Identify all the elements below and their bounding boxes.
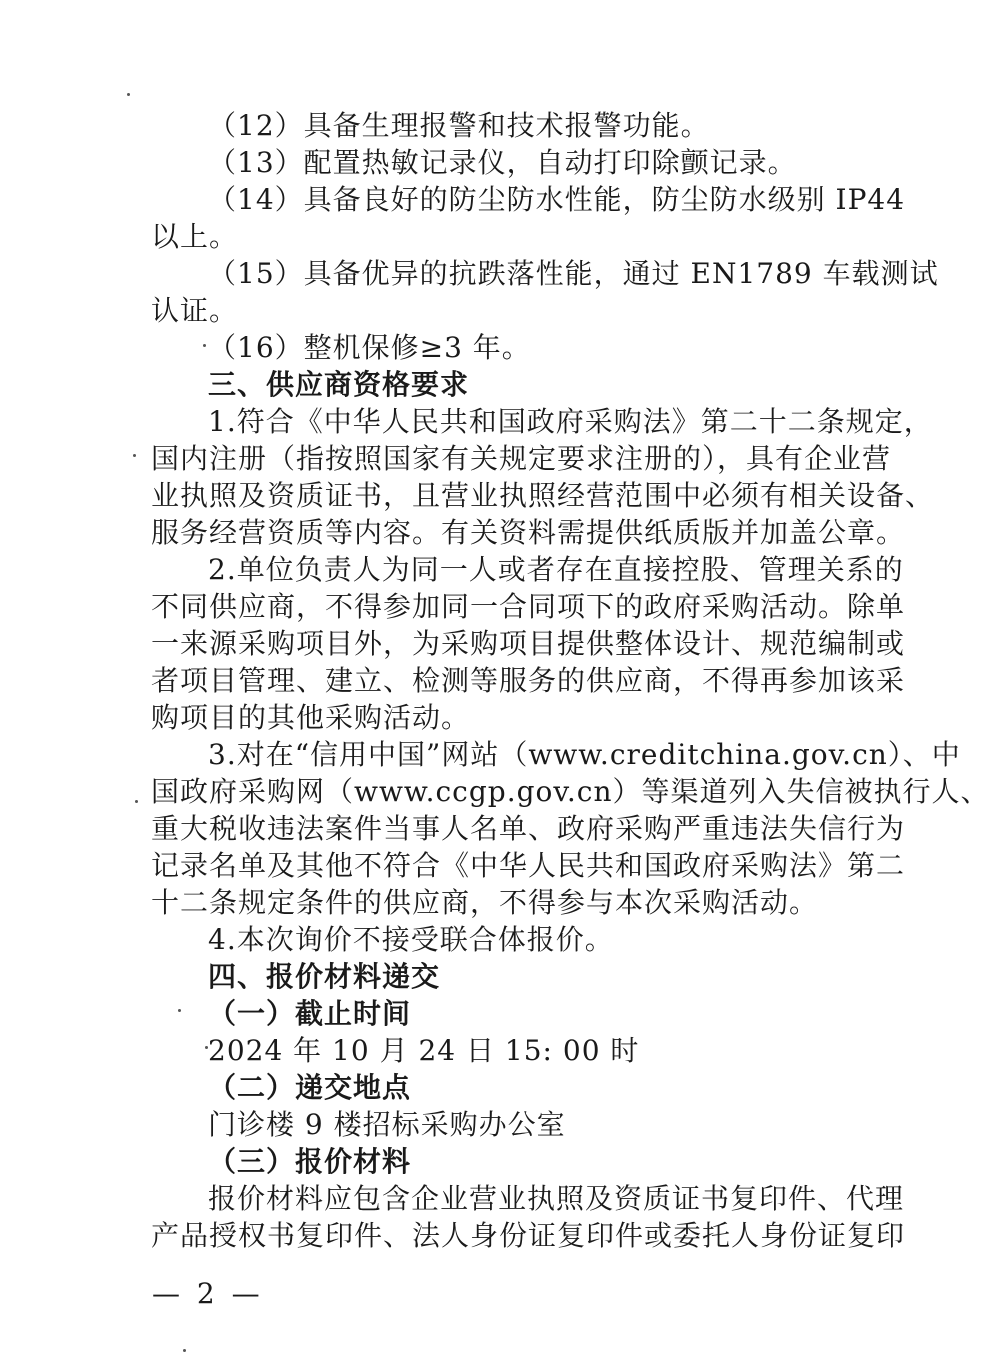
scan-speck [135,800,138,803]
paragraph-line: 2.单位负责人为同一人或者存在直接控股、管理关系的 [208,553,904,586]
section-heading-4: 四、报价材料递交 [208,960,441,993]
page-number: — 2 — [152,1277,264,1310]
section-heading-3: 三、供应商资格要求 [208,368,470,401]
paragraph-line: 业执照及资质证书，且营业执照经营范围中必须有相关设备、 [151,479,935,512]
paragraph-line: 报价材料应包含企业营业执照及资质证书复印件、代理 [208,1182,905,1215]
paragraph-line: 3.对在“信用中国”网站（www.creditchina.gov.cn）、中 [208,738,961,771]
scan-speck [178,1009,181,1012]
scan-speck [133,454,136,457]
paragraph-line: 者项目管理、建立、检测等服务的供应商，不得再参加该采 [151,664,906,697]
item-15: （15）具备优异的抗跌落性能，通过 EN1789 车载测试 [208,257,939,290]
paragraph-line: 不同供应商，不得参加同一合同项下的政府采购活动。除单 [151,590,906,623]
item-14-cont: 以上。 [151,220,239,253]
item-14: （14）具备良好的防尘防水性能，防尘防水级别 IP44 [208,183,906,216]
location-value: 门诊楼 9 楼招标采购办公室 [208,1108,566,1141]
subheading-deadline: （一）截止时间 [208,997,412,1030]
paragraph-line: 购项目的其他采购活动。 [151,701,471,734]
paragraph-line: 十二条规定条件的供应商，不得参与本次采购活动。 [151,886,819,919]
scan-speck [205,1046,208,1049]
subheading-location: （二）递交地点 [208,1071,412,1104]
scan-speck [203,344,206,347]
paragraph-line: 重大税收违法案件当事人名单、政府采购严重违法失信行为 [151,812,906,845]
scan-speck [183,1349,186,1352]
item-16: （16）整机保修≥3 年。 [208,331,531,364]
item-15-cont: 认证。 [151,294,239,327]
deadline-value: 2024 年 10 月 24 日 15: 00 时 [208,1034,640,1067]
paragraph-line: 国政府采购网（www.ccgp.gov.cn）等渠道列入失信被执行人、 [151,775,990,808]
paragraph-line: 国内注册（指按照国家有关规定要求注册的），具有企业营 [151,442,892,475]
paragraph-line: 记录名单及其他不符合《中华人民共和国政府采购法》第二 [151,849,906,882]
paragraph-line: 1.符合《中华人民共和国政府采购法》第二十二条规定， [208,405,933,438]
item-13: （13）配置热敏记录仪，自动打印除颤记录。 [208,146,797,179]
paragraph-line: 4.本次询价不接受联合体报价。 [208,923,614,956]
paragraph-line: 产品授权书复印件、法人身份证复印件或委托人身份证复印 [151,1219,906,1252]
paragraph-line: 一来源采购项目外，为采购项目提供整体设计、规范编制或 [151,627,906,660]
paragraph-line: 服务经营资质等内容。有关资料需提供纸质版并加盖公章。 [151,516,906,549]
subheading-materials: （三）报价材料 [208,1145,412,1178]
scan-speck [127,93,130,96]
item-12: （12）具备生理报警和技术报警功能。 [208,109,710,142]
